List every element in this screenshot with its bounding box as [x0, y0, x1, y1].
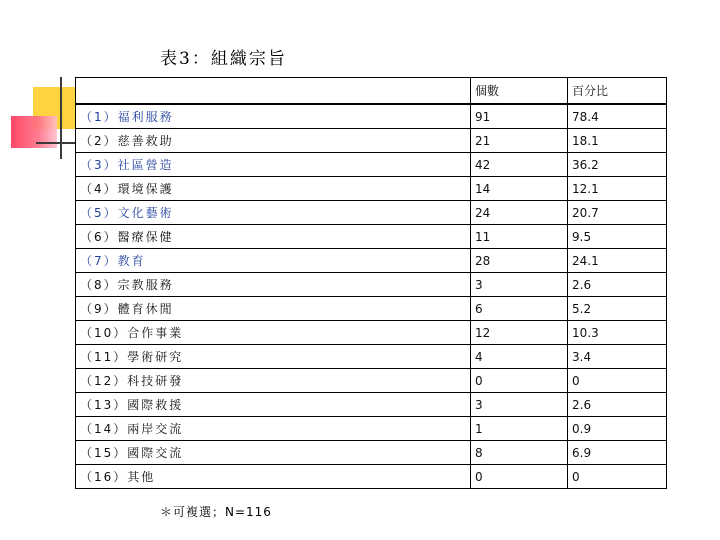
row-label: （7）教育: [76, 249, 471, 273]
row-count: 1: [471, 417, 568, 441]
row-label: （16）其他: [76, 465, 471, 489]
row-percent: 24.1: [568, 249, 667, 273]
row-count: 6: [471, 297, 568, 321]
table-row: [76, 417, 667, 441]
footnote: ＊可複選；N=116: [160, 505, 272, 519]
row-label: （12）科技研發: [76, 369, 471, 393]
row-percent: 10.3: [568, 321, 667, 345]
table-row: [76, 225, 667, 249]
decorative-horizontal-line: [36, 142, 76, 144]
row-label: （8）宗教服務: [76, 273, 471, 297]
table-row: [76, 201, 667, 225]
row-count: 3: [471, 273, 568, 297]
row-percent: 78.4: [568, 104, 667, 129]
row-percent: 9.5: [568, 225, 667, 249]
row-label: （9）體育休閒: [76, 297, 471, 321]
row-percent: 12.1: [568, 177, 667, 201]
row-percent: 18.1: [568, 129, 667, 153]
row-label: （14）兩岸交流: [76, 417, 471, 441]
row-count: 0: [471, 369, 568, 393]
table-row: [76, 393, 667, 417]
row-count: 3: [471, 393, 568, 417]
row-label: （15）國際交流: [76, 441, 471, 465]
table-row: [76, 321, 667, 345]
table-row: [76, 441, 667, 465]
row-count: 12: [471, 321, 568, 345]
header-percent-cell: 百分比: [568, 78, 667, 105]
header-count-cell: 個數: [471, 78, 568, 105]
row-label: （2）慈善救助: [76, 129, 471, 153]
row-label: （3）社區營造: [76, 153, 471, 177]
row-label: （10）合作事業: [76, 321, 471, 345]
table-row: [76, 297, 667, 321]
table-row: [76, 369, 667, 393]
table-row: [76, 465, 667, 489]
row-count: 91: [471, 104, 568, 129]
table-row: [76, 153, 667, 177]
row-percent: 0: [568, 369, 667, 393]
row-percent: 0.9: [568, 417, 667, 441]
row-label: （11）學術研究: [76, 345, 471, 369]
row-label: （6）醫療保健: [76, 225, 471, 249]
row-label: （13）國際救援: [76, 393, 471, 417]
table-row: [76, 104, 667, 129]
row-label: （5）文化藝術: [76, 201, 471, 225]
row-count: 4: [471, 345, 568, 369]
header-label-cell: [76, 78, 471, 105]
table-header-row: [76, 78, 667, 105]
row-count: 42: [471, 153, 568, 177]
row-label: （4）環境保護: [76, 177, 471, 201]
row-count: 14: [471, 177, 568, 201]
row-count: 11: [471, 225, 568, 249]
row-label: （1）福利服務: [76, 104, 471, 129]
table-row: [76, 129, 667, 153]
table-row: [76, 177, 667, 201]
page-title: 表3：組織宗旨: [160, 49, 287, 69]
purpose-table: [75, 77, 667, 489]
row-percent: 6.9: [568, 441, 667, 465]
row-count: 24: [471, 201, 568, 225]
row-count: 21: [471, 129, 568, 153]
row-count: 28: [471, 249, 568, 273]
row-percent: 36.2: [568, 153, 667, 177]
row-percent: 2.6: [568, 393, 667, 417]
table-row: [76, 273, 667, 297]
table-row: [76, 345, 667, 369]
row-percent: 0: [568, 465, 667, 489]
row-percent: 3.4: [568, 345, 667, 369]
row-count: 0: [471, 465, 568, 489]
row-count: 8: [471, 441, 568, 465]
table-row: [76, 249, 667, 273]
row-percent: 2.6: [568, 273, 667, 297]
row-percent: 5.2: [568, 297, 667, 321]
row-percent: 20.7: [568, 201, 667, 225]
decorative-vertical-line: [60, 77, 62, 159]
